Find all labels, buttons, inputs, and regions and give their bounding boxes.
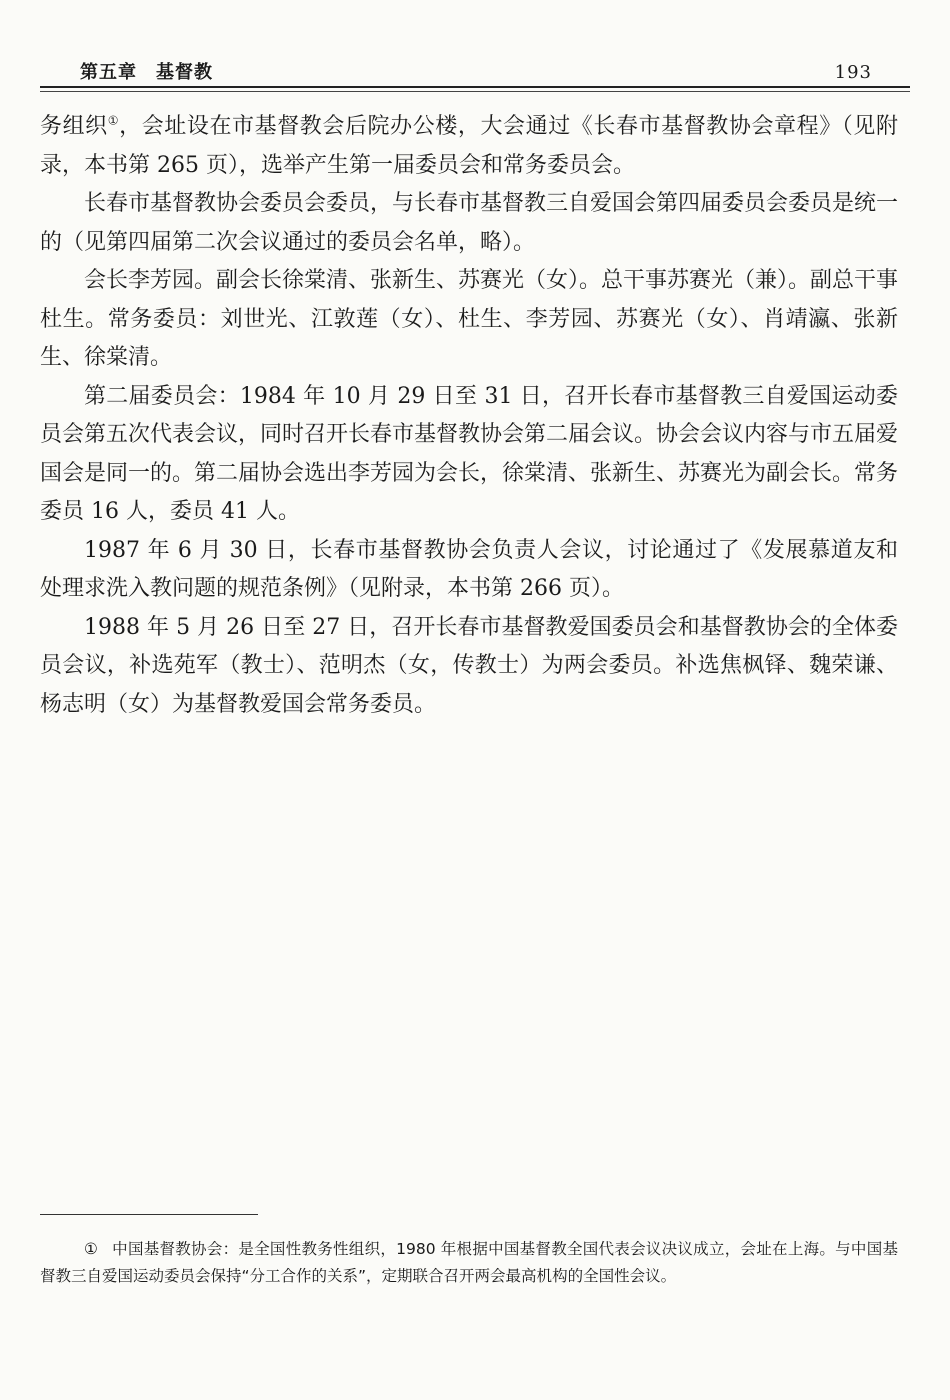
chapter-title: 第五章 基督教 <box>80 62 213 83</box>
paragraph-rest: ，会址设在市基督教会后院办公楼，大会通过《长春市基督教协会章程》（见附录，本书第 265 页），选举产生第一届委员会和常务委员会。 <box>40 114 898 178</box>
page-number: 193 <box>834 62 872 83</box>
header-rule-thin <box>40 91 910 92</box>
paragraph-lead: 务组织 <box>40 114 108 139</box>
paragraph-continued <box>40 108 898 185</box>
footnote-text: 中国基督教协会：是全国性教务性组织，1980 年根据中国基督教全国代表会议决议成立，会址在上海。与中国基督教三自爱国运动委员会保持“分工合作的关系”，定期联合召开两会最高机构的全国性会议。 <box>40 1240 898 1285</box>
footnote-rule <box>40 1214 258 1215</box>
header-rule <box>40 86 910 88</box>
paragraph-committee-members: 长春市基督教协会委员会委员，与长春市基督教三自爱国会第四届委员会委员是统一的（见第四届第二次会议通过的委员会名单，略）。 <box>40 191 899 255</box>
paragraph-second-committee: 第二届委员会：1984 年 10 月 29 日至 31 日，召开长春市基督教三自爱国运动委员会第五次代表会议，同时召开长春市基督教协会第二届会议。协会会议内容与市五届爱国会是同一的。第二届协会选出李芳园为会长，徐棠清、张新生、苏赛光为副会长。常务委员 16 人，委员 41 人。 <box>40 383 899 524</box>
paragraph-officers: 会长李芳园。副会长徐棠清、张新生、苏赛光（女）。总干事苏赛光（兼）。副总干事杜生。常务委员：刘世光、江敦莲（女）、杜生、李芳园、苏赛光（女）、肖靖瀛、张新生、徐棠清。 <box>40 268 899 370</box>
footnote-reference: ① <box>107 113 120 128</box>
footnote-number: ① <box>84 1240 99 1258</box>
body-text <box>40 108 898 724</box>
paragraph-1988-meeting: 1988 年 5 月 26 日至 27 日，召开长春市基督教爱国委员会和基督教协会的全体委员会议，补选苑军（教士）、范明杰（女，传教士）为两会委员。补选焦枫铎、魏荣谦、杨志明（女）为基督教爱国会常务委员。 <box>40 614 898 717</box>
footnote <box>40 1236 898 1290</box>
page-header <box>40 56 910 96</box>
paragraph-1987-meeting: 1987 年 6 月 30 日，长春市基督教协会负责人会议，讨论通过了《发展慕道友和处理求洗入教问题的规范条例》（见附录，本书第 266 页）。 <box>40 537 898 601</box>
